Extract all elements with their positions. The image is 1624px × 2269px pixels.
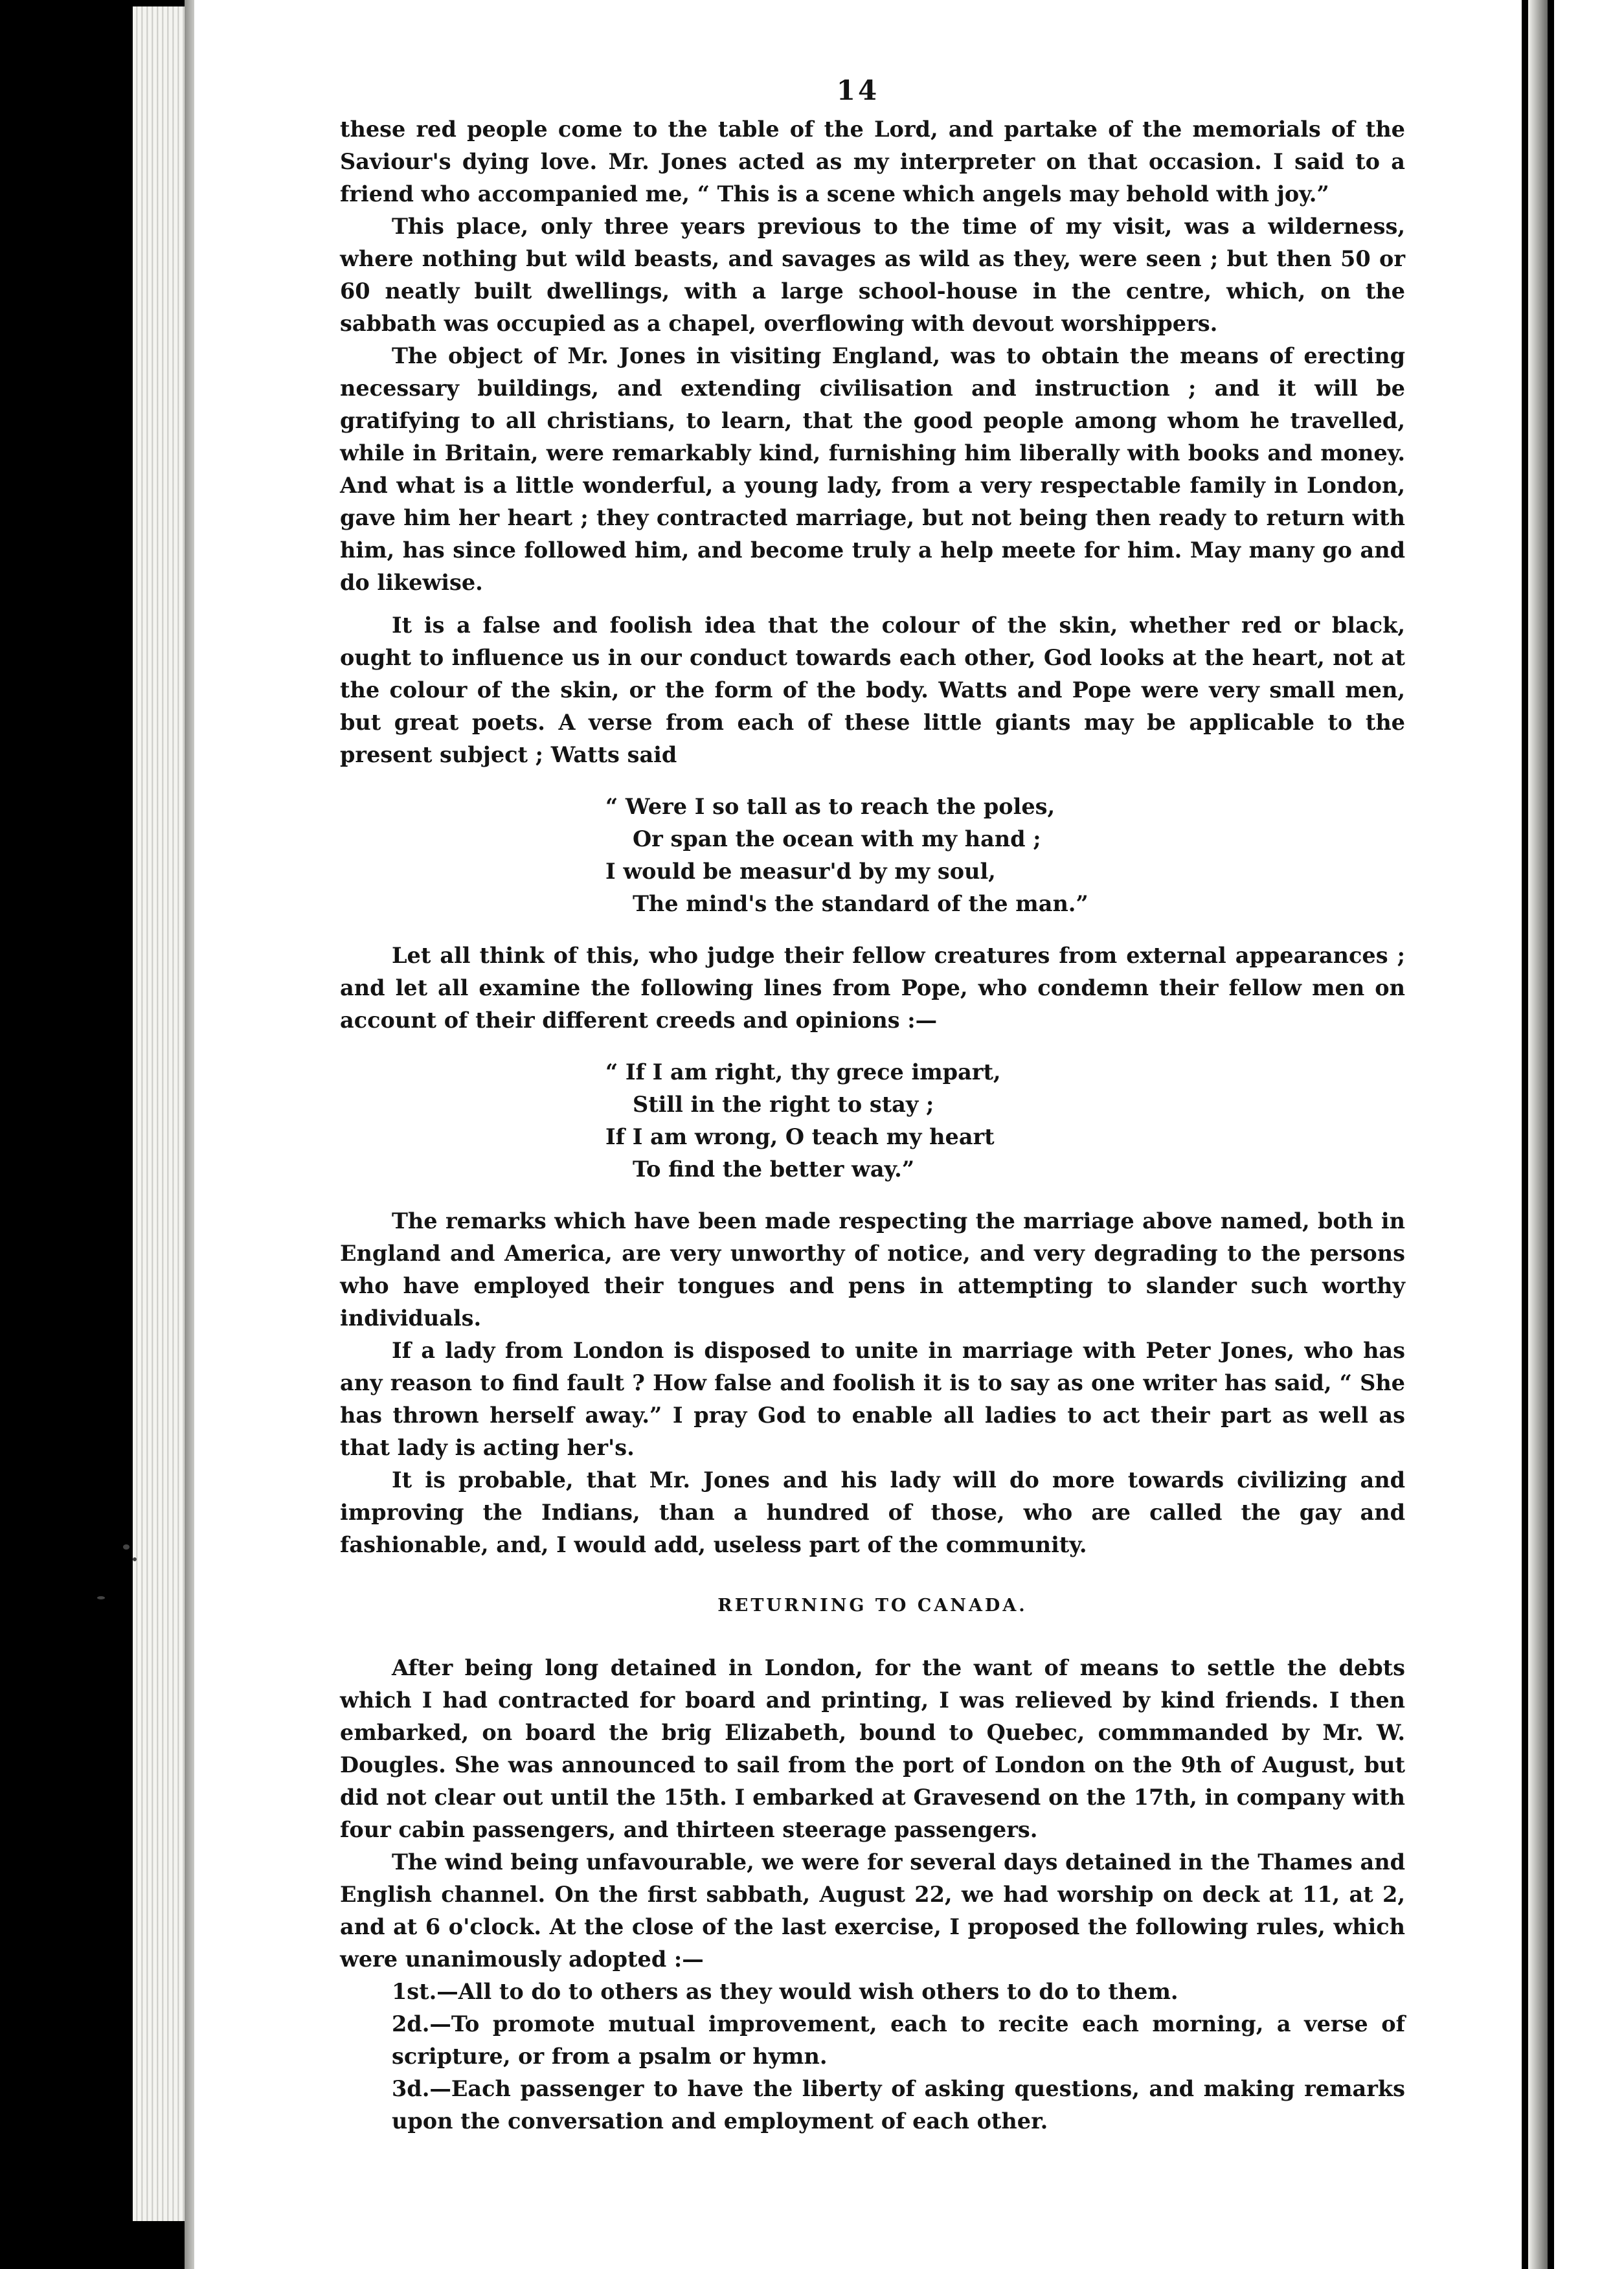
paragraph: It is probable, that Mr. Jones and his lady will do more towards civilizing and improving the Indians, than a hundred of those, who are called the gay and fashionable, and, I would add, useless part of the community.: [340, 1467, 1405, 1557]
verse-line: Still in the right to stay ;: [633, 1092, 934, 1117]
verse-watts: [340, 791, 1405, 920]
verse-line: To find the better way.”: [633, 1157, 915, 1182]
rule-item: 1st.—All to do to others as they would wish others to do to them.: [392, 1979, 1179, 2004]
paragraph: The remarks which have been made respecting the marriage above named, both in England and America, are very unworthy of notice, and very degrading to the persons who have employed their tongues and pens in attempting to slander such worthy individuals.: [340, 1208, 1405, 1331]
paragraph: The wind being unfavourable, we were for several days detained in the Thames and English channel. On the first sabbath, August 22, we had worship on deck at 11, at 2, and at 6 o'clock. At the close of the last exercise, I proposed the following rules, which were unanimously adopted :—: [340, 1849, 1405, 1972]
ink-speck: [97, 1596, 105, 1599]
paragraph: This place, only three years previous to the time of my visit, was a wilderness, where nothing but wild beasts, and savages as wild as they, were seen ; but then 50 or 60 neatly built dwellings, with a large school-house in the centre, which, on the sabbath was occupied as a chapel, overflowing with devout worshippers.: [340, 214, 1405, 336]
verse-line: If I am wrong, O teach my heart: [605, 1124, 995, 1149]
rule-item: 3d.—Each passenger to have the liberty of asking questions, and making remarks upon the conversation and employment of each other.: [392, 2076, 1405, 2134]
book-page: [194, 0, 1522, 2269]
paragraph: If a lady from London is disposed to unite in marriage with Peter Jones, who has any reason to find fault ? How false and foolish it is to say as one writer has said, “ She has thrown herself away.” I pray God to enable all ladies to act their part as well as that lady is acting her's.: [340, 1338, 1405, 1460]
verse-pope: [340, 1056, 1405, 1186]
page-number: 14: [836, 74, 880, 106]
verse-line: “ Were I so tall as to reach the poles,: [605, 794, 1055, 819]
paragraph: these red people come to the table of the Lord, and partake of the memorials of the Saviour's dying love. Mr. Jones acted as my interpreter on that occasion. I said to a friend who accompanied me, “ This is a scene which angels may behold with joy.”: [340, 117, 1405, 207]
ink-speck: [133, 1557, 137, 1561]
verse-line: “ If I am right, thy grece impart,: [605, 1059, 1001, 1085]
paragraph: Let all think of this, who judge their fellow creatures from external appearances ; and let all examine the following lines from Pope, who condemn their fellow men on account of their different creeds and opinions :—: [340, 943, 1405, 1033]
right-page-shadow: [1528, 0, 1548, 2269]
paragraph: The object of Mr. Jones in visiting England, was to obtain the means of erecting necessary buildings, and extending civilisation and instruction ; and it will be gratifying to all christians, to learn, that the good people among whom he travelled, while in Britain, were remarkably kind, furnishing him liberally with books and money. And what is a little wonderful, a young lady, from a very respectable family in London, gave him her heart ; they contracted marriage, but not being then ready to return with him, has since followed him, and become truly a help meete for him. May many go and do likewise.: [340, 343, 1405, 595]
page-stack-edge: [133, 6, 191, 2221]
paragraph: It is a false and foolish idea that the colour of the skin, whether red or black, ought to influence us in our conduct towards each other, God looks at the heart, not at the colour of the skin, or the form of the body. Watts and Pope were very small men, but great poets. A verse from each of these little giants may be applicable to the present subject ; Watts said: [340, 613, 1405, 767]
verse-line: The mind's the standard of the man.”: [633, 891, 1088, 916]
paragraph: After being long detained in London, for the want of means to settle the debts which I had contracted for board and printing, I was relieved by kind friends. I then embarked, on board the brig Elizabeth, bound to Quebec, commmanded by Mr. W. Dougles. She was announced to sail from the port of London on the 9th of August, but did not clear out until the 15th. I embarked at Gravesend on the 17th, in company with four cabin passengers, and thirteen steerage passengers.: [340, 1655, 1405, 1842]
verse-line: Or span the ocean with my hand ;: [633, 826, 1041, 852]
verse-line: I would be measur'd by my soul,: [605, 859, 996, 884]
facing-page-strip: [1554, 0, 1624, 2269]
rule-item: 2d.—To promote mutual improvement, each to recite each morning, a verse of scripture, or from a psalm or hymn.: [392, 2011, 1405, 2069]
ink-speck: [123, 1544, 130, 1550]
section-heading: RETURNING TO CANADA.: [717, 1596, 1028, 1616]
page-text: [340, 113, 1405, 2138]
